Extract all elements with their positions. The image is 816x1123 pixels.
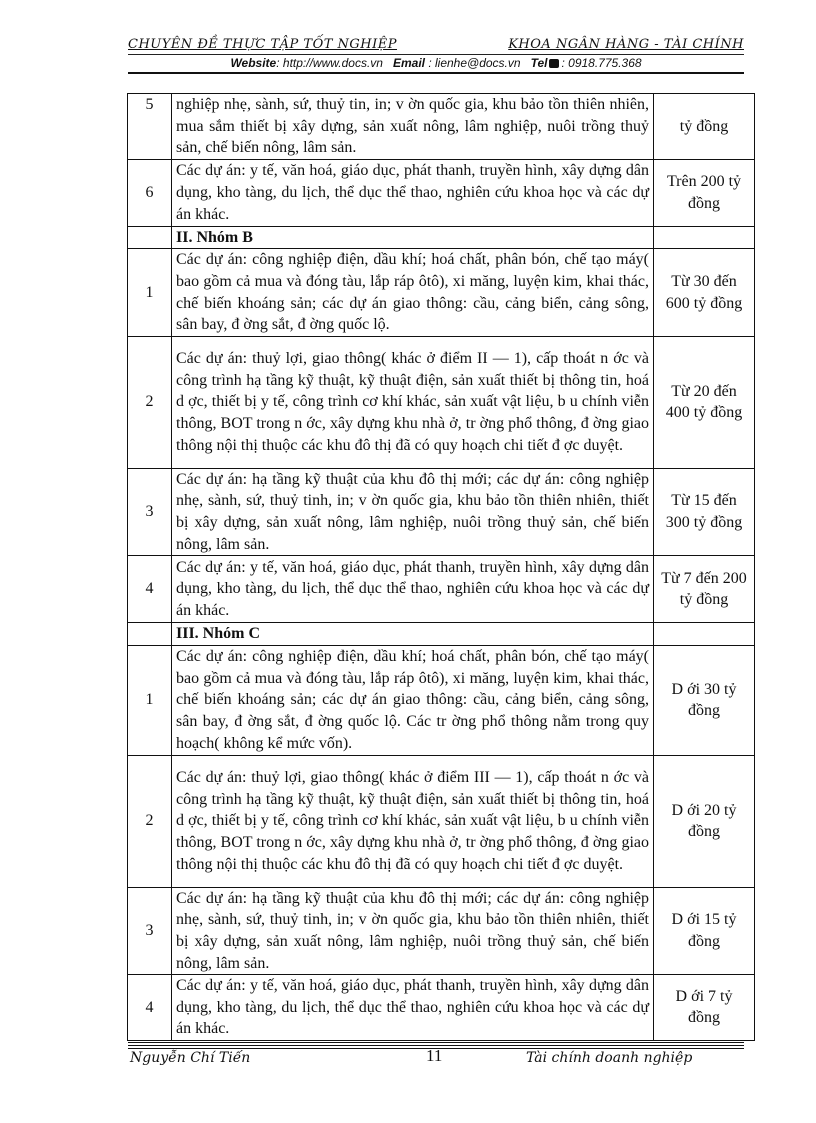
row-value: tỷ đồng [654,94,755,160]
phone-icon [549,59,559,68]
header-bottom-rule [128,72,744,74]
website-value: : http://www.docs.vn [276,56,383,70]
row-value: D ới 15 tỷ đồng [654,887,755,974]
table-row [128,975,755,1041]
tel-value: : 0918.775.368 [561,56,642,70]
row-number: 1 [128,645,172,755]
row-description: nghiệp nhẹ, sành, sứ, thuỷ tin, in; v ờn quốc gia, khu bảo tồn thiên nhiên, mua sắm thiết bị xây dựng, sản xuất nông, lâm nghiệp, nuôi trồng thuỷ sản, chế biến nông, lâm sản. [172,94,654,160]
table-row [128,755,755,887]
header-titles [128,38,744,52]
row-description: Các dự án: y tế, văn hoá, giáo dục, phát thanh, truyền hình, xây dựng dân dụng, kho tàng, du lịch, thể dục thể thao, nghiên cứu khoa học và các dự án khác. [172,975,654,1041]
table-row [128,556,755,623]
group-empty-cell [654,226,755,249]
email-label: Email [392,56,425,70]
page-header [128,38,744,74]
group-empty-cell [654,623,755,646]
group-empty-cell [128,623,172,646]
row-number: 1 [128,249,172,336]
row-description: Các dự án: thuỷ lợi, giao thông( khác ở điểm III — 1), cấp thoát n ớc và công trình hạ tầng kỹ thuật, kỹ thuật điện, sản xuất thiết bị thông tin, hoá d ợc, thiết bị y tế, công trình cơ khí khác, sản xuất vật liệu, b u chính viễn thông, BOT trong n ớc, xây dựng khu nhà ở, tr ờng phổ thông, đ ờng giao thông nội thị thuộc các khu đô thị đã có quy hoạch chi tiết đ ợc duyệt. [172,755,654,887]
row-description: Các dự án: hạ tầng kỹ thuật của khu đô thị mới; các dự án: công nghiệp nhẹ, sành, sứ, thuỷ tinh, in; v ờn quốc gia, khu bảo tồn thiên nhiên, thiết bị xây dựng, sản xuất nông, lâm nghiệp, nuôi trồng thuỷ sản, chế biến nông, lâm sản. [172,468,654,555]
row-number: 5 [128,94,172,160]
row-value: Trên 200 tỷ đồng [654,159,755,226]
tel-label: Tel [530,56,548,70]
header-divider [128,54,744,55]
row-number: 3 [128,468,172,555]
row-number: 3 [128,887,172,974]
row-value: D ới 7 tỷ đồng [654,975,755,1041]
table-row [128,94,755,160]
group-header-row [128,226,755,249]
footer-subject: Tài chính doanh nghiệp [526,1050,693,1066]
table-row [128,336,755,468]
table-row [128,645,755,755]
row-description: Các dự án: y tế, văn hoá, giáo dục, phát thanh, truyền hình, xây dựng dân dụng, kho tàng, du lịch, thể dục thể thao, nghiên cứu khoa học và các dự án khác. [172,556,654,623]
row-description: Các dự án: công nghiệp điện, dầu khí; hoá chất, phân bón, chế tạo máy( bao gồm cả mua và đóng tàu, lắp ráp ôtô), xi măng, luyện kim, khai thác, chế biến khoáng sản; các dự án giao thông: cầu, cảng biển, cảng sông, sân bay, đ ờng sắt, đ ờng quốc lộ. Các tr ờng phổ thông nằm trong quy hoạch( không kể mức vốn). [172,645,654,755]
row-description: Các dự án: y tế, văn hoá, giáo dục, phát thanh, truyền hình, xây dựng dân dụng, kho tàng, du lịch, thể dục thể thao, nghiên cứu khoa học và các dự án khác. [172,159,654,226]
row-number: 4 [128,975,172,1041]
header-left-title: CHUYÊN ĐỀ THỰC TẬP TỐT NGHIỆP [128,37,398,52]
group-header-row [128,623,755,646]
group-c-title: III. Nhóm C [172,623,654,646]
email-value: : lienhe@docs.vn [428,56,521,70]
header-contact [128,56,744,70]
row-description: Các dự án: hạ tầng kỹ thuật của khu đô thị mới; các dự án: công nghiệp nhẹ, sành, sứ, thuỷ tinh, in; v ờn quốc gia, khu bảo tồn thiên nhiên, thiết bị xây dựng, sản xuất nông, lâm nghiệp, nuôi trồng thuỷ sản, chế biến nông, lâm sản. [172,887,654,974]
project-classification-table [127,93,755,1041]
page-number: 11 [426,1046,443,1065]
table-row [128,887,755,974]
row-value: Từ 7 đến 200 tỷ đồng [654,556,755,623]
row-value: Từ 30 đến 600 tỷ đồng [654,249,755,336]
row-number: 4 [128,556,172,623]
row-number: 2 [128,755,172,887]
group-b-title: II. Nhóm B [172,226,654,249]
website-label: Website [230,56,277,70]
table-row [128,159,755,226]
footer-rule [128,1042,744,1043]
row-value: D ới 30 tỷ đồng [654,645,755,755]
row-description: Các dự án: công nghiệp điện, dầu khí; hoá chất, phân bón, chế tạo máy( bao gồm cả mua và đóng tàu, lắp ráp ôtô), xi măng, luyện kim, khai thác, chế biến khoáng sản; các dự án giao thông: cầu, cảng biển, cảng sông, sân bay, đ ờng sắt, đ ờng quốc lộ. [172,249,654,336]
row-value: Từ 20 đến 400 tỷ đồng [654,336,755,468]
table-row [128,468,755,555]
group-empty-cell [128,226,172,249]
row-value: Từ 15 đến 300 tỷ đồng [654,468,755,555]
header-right-title: KHOA NGÂN HÀNG - TÀI CHÍNH [508,37,744,52]
row-number: 6 [128,159,172,226]
row-description: Các dự án: thuỷ lợi, giao thông( khác ở điểm II — 1), cấp thoát n ớc và công trình hạ tầng kỹ thuật, kỹ thuật điện, sản xuất thiết bị thông tin, hoá d ợc, thiết bị y tế, công trình cơ khí khác, sản xuất vật liệu, b u chính viễn thông, BOT trong n ớc, xây dựng khu nhà ở, tr ờng phổ thông, đ ờng giao thông nội thị thuộc các khu đô thị đã có quy hoạch chi tiết đ ợc duyệt. [172,336,654,468]
row-value: D ới 20 tỷ đồng [654,755,755,887]
footer-author: Nguyễn Chí Tiến [130,1050,251,1066]
row-number: 2 [128,336,172,468]
table-row [128,249,755,336]
